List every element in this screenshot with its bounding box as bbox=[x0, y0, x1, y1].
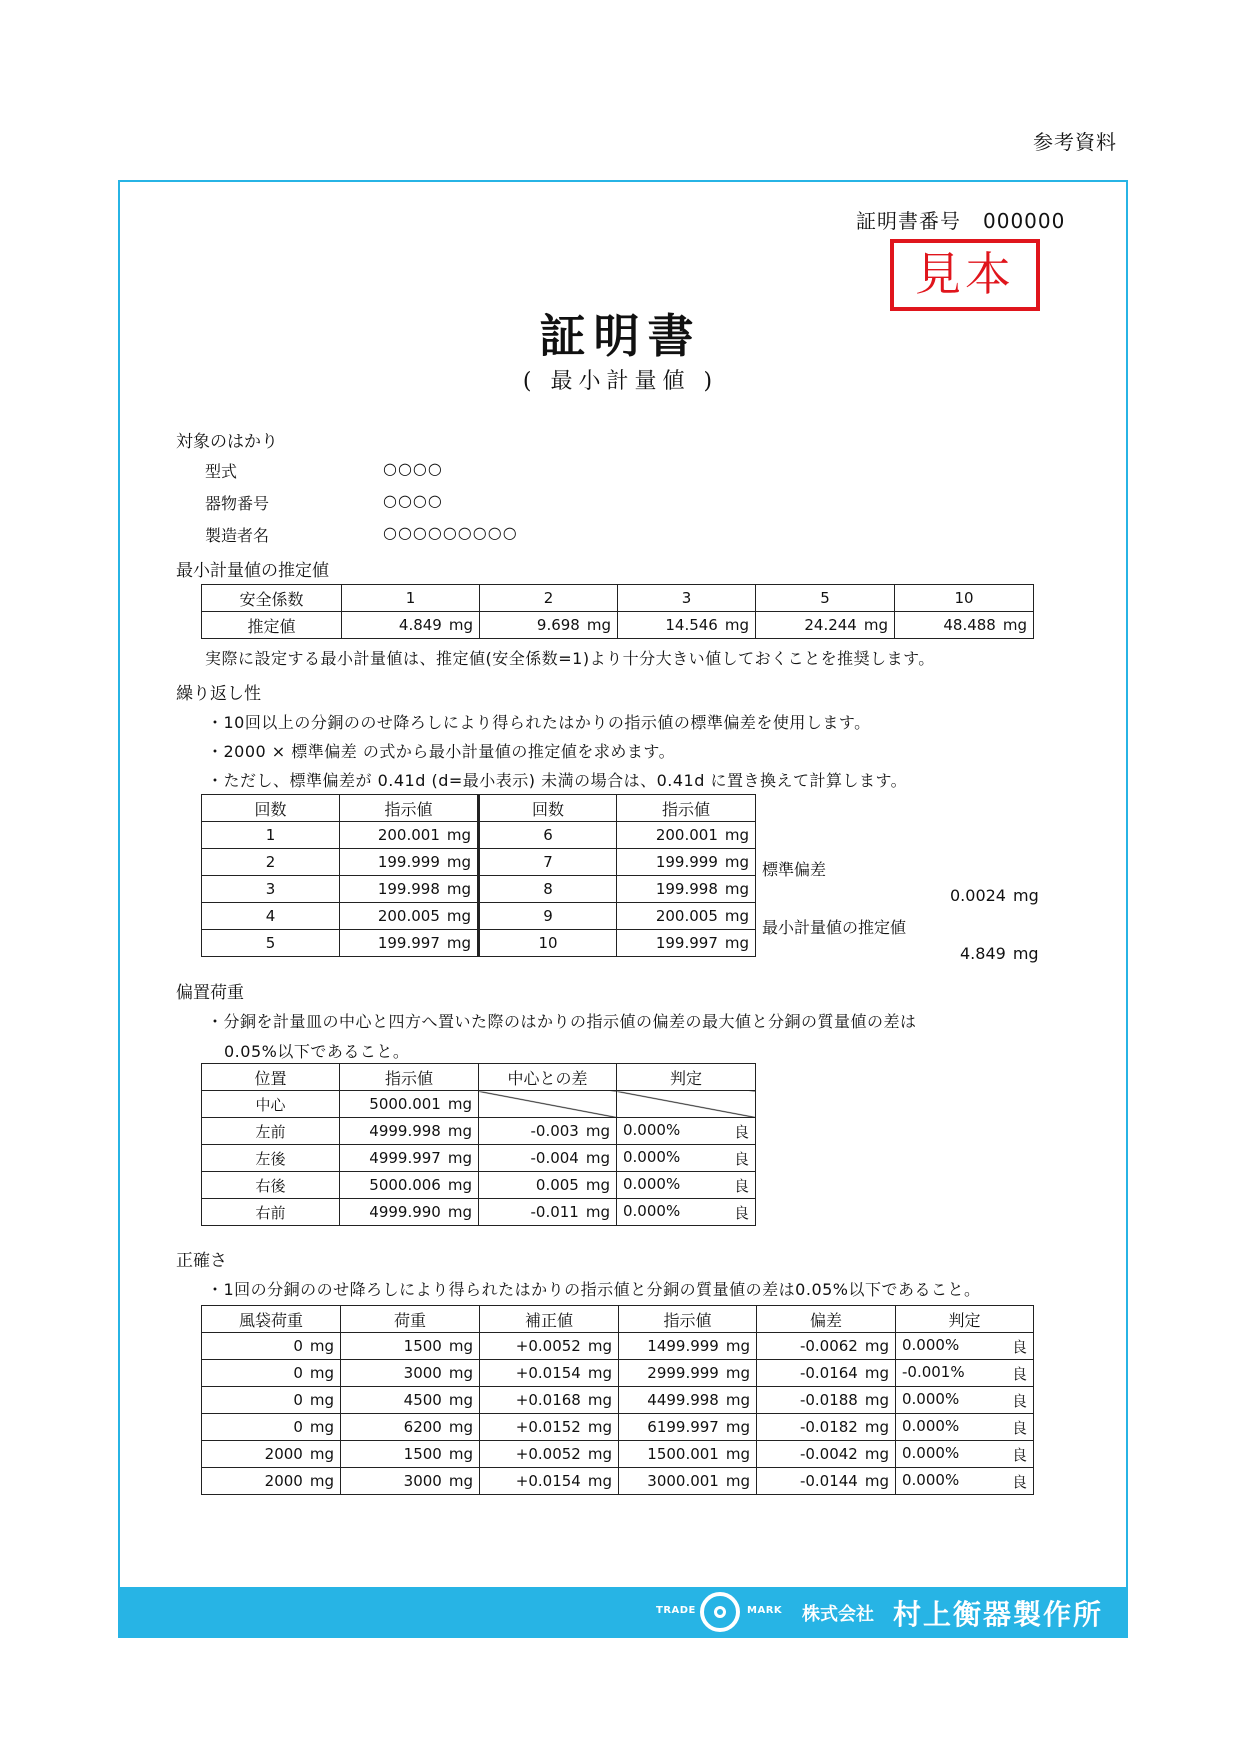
table-cell: 199.997 mg bbox=[617, 930, 756, 957]
eccentric-table bbox=[201, 1063, 756, 1226]
table-header-cell: 推定値 bbox=[202, 612, 342, 639]
eccentric-note-2: 0.05%以下であること。 bbox=[224, 1042, 410, 1061]
table-cell: 2999.999 mg bbox=[619, 1360, 757, 1387]
manufacturer-label: 製造者名 bbox=[205, 526, 270, 545]
table-row bbox=[202, 1387, 1034, 1414]
estimate-heading: 最小計量値の推定値 bbox=[176, 561, 329, 581]
table-row bbox=[202, 849, 756, 876]
judge-cell: 0.000% 良 bbox=[617, 1145, 756, 1172]
table-header-cell: 安全係数 bbox=[202, 585, 342, 612]
table-cell: 5000.006 mg bbox=[340, 1172, 479, 1199]
table-cell: 1500 mg bbox=[341, 1441, 480, 1468]
target-heading: 対象のはかり bbox=[176, 432, 278, 452]
repeatability-note-3: ・ただし、標準偏差が 0.41d (d=最小表示) 未満の場合は、0.41d に置き換えて計算します。 bbox=[207, 771, 908, 790]
model-label: 型式 bbox=[205, 462, 238, 481]
table-cell: +0.0154 mg bbox=[480, 1360, 619, 1387]
table-cell: 中心 bbox=[202, 1091, 340, 1118]
empty-cell-diagonal bbox=[479, 1091, 617, 1118]
table-cell: -0.011 mg bbox=[479, 1199, 617, 1226]
company-name: 村上衡器製作所 bbox=[893, 1598, 1104, 1631]
table-cell: 4500 mg bbox=[341, 1387, 480, 1414]
table-header-cell: 荷重 bbox=[341, 1306, 480, 1333]
accuracy-note: ・1回の分銅ののせ降ろしにより得られたはかりの指示値と分銅の質量値の差は0.05%以下であること。 bbox=[207, 1280, 981, 1299]
table-cell: 200.005 mg bbox=[340, 903, 479, 930]
table-row bbox=[202, 612, 1034, 639]
table-cell: 200.001 mg bbox=[617, 822, 756, 849]
table-cell: 200.005 mg bbox=[617, 903, 756, 930]
serial-value: ○○○○ bbox=[383, 491, 443, 510]
table-cell: 10 bbox=[895, 585, 1034, 612]
table-row bbox=[202, 1333, 1034, 1360]
judge-cell: 0.000% 良 bbox=[896, 1387, 1034, 1414]
table-cell: 10 bbox=[479, 930, 617, 957]
company-footer bbox=[118, 1587, 1128, 1638]
table-row bbox=[202, 822, 756, 849]
company-type: 株式会社 bbox=[802, 1604, 874, 1625]
table-cell: +0.0052 mg bbox=[480, 1441, 619, 1468]
repeatability-note-1: ・10回以上の分銅ののせ降ろしにより得られたはかりの指示値の標準偏差を使用します。 bbox=[207, 713, 871, 732]
table-cell: -0.003 mg bbox=[479, 1118, 617, 1145]
table-cell: +0.0154 mg bbox=[480, 1468, 619, 1495]
table-cell: 9.698 mg bbox=[480, 612, 618, 639]
table-cell: 2000 mg bbox=[202, 1441, 341, 1468]
table-cell: 48.488 mg bbox=[895, 612, 1034, 639]
table-cell: 4499.998 mg bbox=[619, 1387, 757, 1414]
table-cell: 4 bbox=[202, 903, 340, 930]
table-cell: 8 bbox=[479, 876, 617, 903]
certificate-number-label: 証明書番号 bbox=[856, 209, 961, 233]
table-cell: 199.999 mg bbox=[340, 849, 479, 876]
table-cell: 199.997 mg bbox=[340, 930, 479, 957]
judge-cell: 0.000% 良 bbox=[617, 1199, 756, 1226]
table-cell: 左前 bbox=[202, 1118, 340, 1145]
table-cell: 1 bbox=[202, 822, 340, 849]
min-weight-value: 4.849 mg bbox=[960, 944, 1039, 963]
trade-text: TRADE bbox=[656, 1605, 696, 1616]
table-cell: 3000 mg bbox=[341, 1468, 480, 1495]
estimate-table bbox=[201, 584, 1034, 639]
eccentric-heading: 偏置荷重 bbox=[176, 983, 244, 1003]
table-row bbox=[202, 1145, 756, 1172]
table-row bbox=[202, 1064, 756, 1091]
table-cell: -0.0164 mg bbox=[757, 1360, 896, 1387]
table-row bbox=[202, 1360, 1034, 1387]
judge-cell: 0.000% 良 bbox=[896, 1468, 1034, 1495]
repeatability-heading: 繰り返し性 bbox=[176, 684, 261, 704]
estimate-note: 実際に設定する最小計量値は、推定値(安全係数=1)より十分大きい値しておくことを推奨します。 bbox=[205, 649, 935, 668]
table-cell: 1500 mg bbox=[341, 1333, 480, 1360]
table-cell: 5 bbox=[202, 930, 340, 957]
table-cell: 3000.001 mg bbox=[619, 1468, 757, 1495]
std-dev-value: 0.0024 mg bbox=[950, 886, 1039, 905]
table-cell: 1 bbox=[342, 585, 480, 612]
table-cell: +0.0052 mg bbox=[480, 1333, 619, 1360]
table-cell: 14.546 mg bbox=[618, 612, 756, 639]
table-cell: 199.999 mg bbox=[617, 849, 756, 876]
table-row bbox=[202, 585, 1034, 612]
table-cell: 3000 mg bbox=[341, 1360, 480, 1387]
table-cell: 3 bbox=[618, 585, 756, 612]
table-row bbox=[202, 1199, 756, 1226]
table-cell: 24.244 mg bbox=[756, 612, 895, 639]
mark-text: MARK bbox=[747, 1605, 783, 1616]
trade-mark-circle-icon bbox=[700, 1592, 740, 1632]
judge-cell: -0.001% 良 bbox=[896, 1360, 1034, 1387]
table-cell: 7 bbox=[479, 849, 617, 876]
table-cell: 199.998 mg bbox=[617, 876, 756, 903]
table-cell: -0.0182 mg bbox=[757, 1414, 896, 1441]
table-header-cell: 補正値 bbox=[480, 1306, 619, 1333]
table-cell: +0.0152 mg bbox=[480, 1414, 619, 1441]
table-cell: -0.0188 mg bbox=[757, 1387, 896, 1414]
table-row bbox=[202, 1441, 1034, 1468]
table-header-cell: 指示値 bbox=[617, 795, 756, 822]
table-header-cell: 判定 bbox=[896, 1306, 1034, 1333]
table-cell: 9 bbox=[479, 903, 617, 930]
table-cell: -0.0062 mg bbox=[757, 1333, 896, 1360]
table-cell: 199.998 mg bbox=[340, 876, 479, 903]
table-header-cell: 指示値 bbox=[619, 1306, 757, 1333]
empty-cell-diagonal bbox=[617, 1091, 756, 1118]
table-cell: -0.004 mg bbox=[479, 1145, 617, 1172]
table-cell: +0.0168 mg bbox=[480, 1387, 619, 1414]
table-cell: 2 bbox=[480, 585, 618, 612]
table-cell: 3 bbox=[202, 876, 340, 903]
sample-stamp: 見本 bbox=[890, 239, 1040, 311]
table-cell: 0 mg bbox=[202, 1387, 341, 1414]
table-cell: 6199.997 mg bbox=[619, 1414, 757, 1441]
table-header-cell: 偏差 bbox=[757, 1306, 896, 1333]
table-cell: 1500.001 mg bbox=[619, 1441, 757, 1468]
table-row bbox=[202, 930, 756, 957]
table-header-cell: 回数 bbox=[202, 795, 340, 822]
table-row bbox=[202, 1468, 1034, 1495]
judge-cell: 0.000% 良 bbox=[617, 1118, 756, 1145]
table-cell: 0.005 mg bbox=[479, 1172, 617, 1199]
min-weight-label: 最小計量値の推定値 bbox=[762, 918, 907, 937]
document-subtitle: ( 最小計量値 ) bbox=[522, 369, 719, 394]
table-cell: -0.0144 mg bbox=[757, 1468, 896, 1495]
eccentric-note-1: ・分銅を計量皿の中心と四方へ置いた際のはかりの指示値の偏差の最大値と分銅の質量値の差は bbox=[207, 1012, 917, 1031]
table-cell: 0 mg bbox=[202, 1414, 341, 1441]
table-cell: 2000 mg bbox=[202, 1468, 341, 1495]
table-cell: 0 mg bbox=[202, 1333, 341, 1360]
table-cell: 4999.998 mg bbox=[340, 1118, 479, 1145]
table-cell: 6 bbox=[479, 822, 617, 849]
table-row bbox=[202, 1306, 1034, 1333]
table-cell: 右後 bbox=[202, 1172, 340, 1199]
table-cell: 0 mg bbox=[202, 1360, 341, 1387]
judge-cell: 0.000% 良 bbox=[896, 1414, 1034, 1441]
table-cell: 右前 bbox=[202, 1199, 340, 1226]
judge-cell: 0.000% 良 bbox=[896, 1333, 1034, 1360]
repeatability-note-2: ・2000 × 標準偏差 の式から最小計量値の推定値を求めます。 bbox=[207, 742, 676, 761]
table-row bbox=[202, 1172, 756, 1199]
model-value: ○○○○ bbox=[383, 459, 443, 478]
table-cell: -0.0042 mg bbox=[757, 1441, 896, 1468]
table-header-cell: 判定 bbox=[617, 1064, 756, 1091]
table-cell: 200.001 mg bbox=[340, 822, 479, 849]
judge-cell: 0.000% 良 bbox=[617, 1172, 756, 1199]
table-header-cell: 指示値 bbox=[340, 1064, 479, 1091]
table-cell: 1499.999 mg bbox=[619, 1333, 757, 1360]
table-header-cell: 位置 bbox=[202, 1064, 340, 1091]
table-row bbox=[202, 795, 756, 822]
table-row bbox=[202, 1118, 756, 1145]
table-cell: 5000.001 mg bbox=[340, 1091, 479, 1118]
reference-label: 参考資料 bbox=[1033, 130, 1117, 154]
certificate-number bbox=[856, 205, 1065, 234]
table-cell: 5 bbox=[756, 585, 895, 612]
table-row bbox=[202, 903, 756, 930]
serial-label: 器物番号 bbox=[205, 494, 270, 513]
table-row bbox=[202, 876, 756, 903]
table-cell: 4.849 mg bbox=[342, 612, 480, 639]
table-row bbox=[202, 1091, 756, 1118]
table-row bbox=[202, 1414, 1034, 1441]
table-header-cell: 回数 bbox=[479, 795, 617, 822]
table-cell: 左後 bbox=[202, 1145, 340, 1172]
repeatability-table bbox=[201, 794, 756, 957]
table-header-cell: 指示値 bbox=[340, 795, 479, 822]
accuracy-table bbox=[201, 1305, 1034, 1495]
table-header-cell: 風袋荷重 bbox=[202, 1306, 341, 1333]
table-cell: 2 bbox=[202, 849, 340, 876]
certificate-number-value: 000000 bbox=[983, 209, 1066, 233]
table-cell: 4999.990 mg bbox=[340, 1199, 479, 1226]
table-header-cell: 中心との差 bbox=[479, 1064, 617, 1091]
judge-cell: 0.000% 良 bbox=[896, 1441, 1034, 1468]
table-cell: 4999.997 mg bbox=[340, 1145, 479, 1172]
accuracy-heading: 正確さ bbox=[176, 1251, 227, 1271]
document-title: 証明書 bbox=[539, 309, 702, 363]
table-cell: 6200 mg bbox=[341, 1414, 480, 1441]
manufacturer-value: ○○○○○○○○○ bbox=[383, 523, 518, 542]
std-dev-label: 標準偏差 bbox=[762, 860, 827, 879]
